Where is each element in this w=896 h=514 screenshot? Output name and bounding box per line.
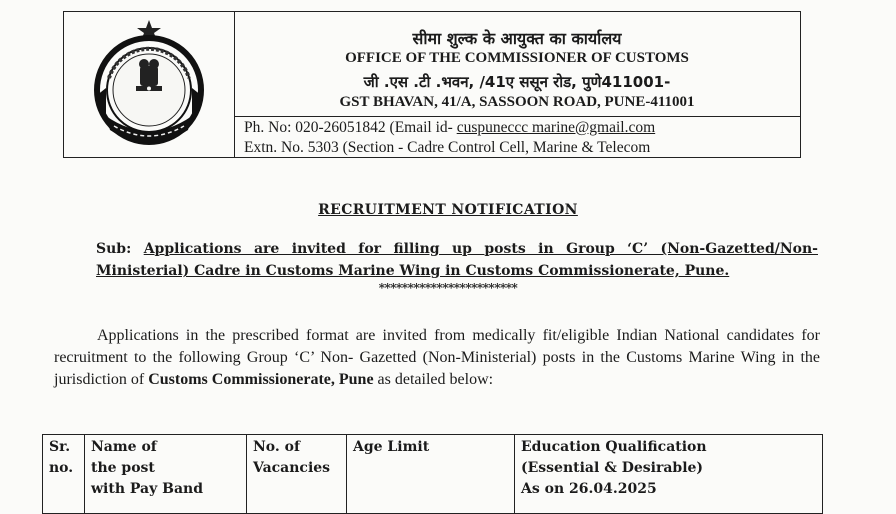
column-header-age-limit <box>347 435 515 514</box>
subject-text: Applications are invited for filling up posts in Group ‘C’ (Non-Gazetted/Non-Ministerial) Cadre in Customs Marine Wing in Customs Commissionerate, Pune. <box>96 241 818 279</box>
table-header-row <box>43 435 823 514</box>
intro-paragraph <box>54 325 820 391</box>
subject-label: Sub: <box>96 241 132 257</box>
phone-line <box>244 119 655 137</box>
column-header-sr-no <box>43 435 85 514</box>
hindi-office-name: सीमा शुल्क के आयुक्त का कार्यालय <box>412 29 622 48</box>
intro-text-start: Applications in the prescribed format are invited from medically fit/eligible Indian National candidates for recruitment to the following Group ‘C’ Non- Gazetted (Non-Ministerial) posts in the Customs Marine Wing in the jurisdiction of <box>54 327 820 388</box>
separator-stars: ************************ <box>378 281 518 295</box>
column-header-line: No. of <box>253 439 300 455</box>
extension-line: Extn. No. 5303 (Section - Cadre Control Cell, Marine & Telecom <box>244 139 651 156</box>
email-link[interactable]: cuspuneccc marine@gmail.com <box>456 119 656 136</box>
column-header-post-name <box>85 435 247 514</box>
letterhead <box>63 11 801 158</box>
column-header-line: Name of <box>91 439 157 455</box>
phone-text: Ph. No: 020-26051842 (Email id- <box>244 119 457 136</box>
column-header-line: (Essential & Desirable) <box>521 460 704 476</box>
hindi-address: जी .एस .टी .भवन, /41ए ससून रोड, पुणे411001- <box>363 73 671 91</box>
logo-cell <box>64 12 235 157</box>
customs-emblem-logo <box>84 18 214 153</box>
column-header-line: the post <box>91 460 155 476</box>
vacancy-table <box>42 434 823 514</box>
column-header-vacancies <box>247 435 347 514</box>
intro-text-end: as detailed below: <box>373 371 494 388</box>
column-header-education-qualification <box>515 435 823 514</box>
intro-text-bold: Customs Commissionerate, Pune <box>148 371 374 388</box>
column-header-line: with Pay Band <box>91 481 203 497</box>
column-header-line: no. <box>49 460 74 476</box>
office-name: OFFICE OF THE COMMISSIONER OF CUSTOMS <box>345 50 689 66</box>
column-header-line: As on 26.04.2025 <box>521 481 657 497</box>
column-header-line: Vacancies <box>253 460 331 476</box>
subject-line <box>96 238 818 282</box>
header-divider <box>234 116 801 117</box>
column-header-line: Education Qualification <box>521 439 707 455</box>
column-header-line: Sr. <box>49 439 71 455</box>
notification-title: RECRUITMENT NOTIFICATION <box>318 202 578 218</box>
office-address: GST BHAVAN, 41/A, SASSOON ROAD, PUNE-411001 <box>339 94 695 110</box>
column-header-line: Age Limit <box>353 439 430 455</box>
